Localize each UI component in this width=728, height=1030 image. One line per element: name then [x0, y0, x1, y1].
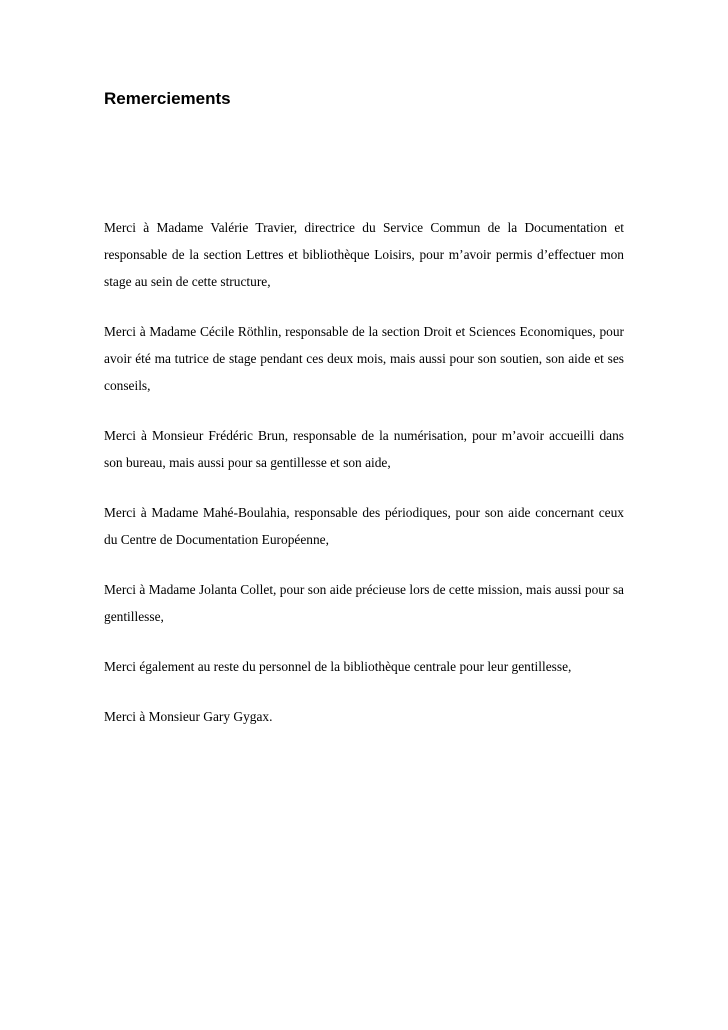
- paragraph-rothlin: Merci à Madame Cécile Röthlin, responsable de la section Droit et Sciences Economiques, pour avoir été ma tutrice de stage pendant ces deux mois, mais aussi pour son soutien, son aide et ses conseils,: [104, 324, 624, 393]
- paragraph-gygax: Merci à Monsieur Gary Gygax.: [104, 709, 273, 724]
- paragraph-travier: Merci à Madame Valérie Travier, directrice du Service Commun de la Documentation et responsable de la section Lettres et bibliothèque Loisirs, pour m’avoir permis d’effectuer mon stage au sein de cette structure,: [104, 220, 624, 289]
- acknowledgements-body: [104, 214, 624, 730]
- page-title: Remerciements: [104, 89, 231, 108]
- paragraph-brun: Merci à Monsieur Frédéric Brun, responsable de la numérisation, pour m’avoir accueilli dans son bureau, mais aussi pour sa gentillesse et son aide,: [104, 428, 624, 470]
- paragraph-collet: Merci à Madame Jolanta Collet, pour son aide précieuse lors de cette mission, mais aussi pour sa gentillesse,: [104, 582, 624, 624]
- paragraph-personnel: Merci également au reste du personnel de la bibliothèque centrale pour leur gentillesse,: [104, 659, 572, 674]
- paragraph-mahe-boulahia: Merci à Madame Mahé-Boulahia, responsable des périodiques, pour son aide concernant ceux du Centre de Documentation Européenne,: [104, 505, 624, 547]
